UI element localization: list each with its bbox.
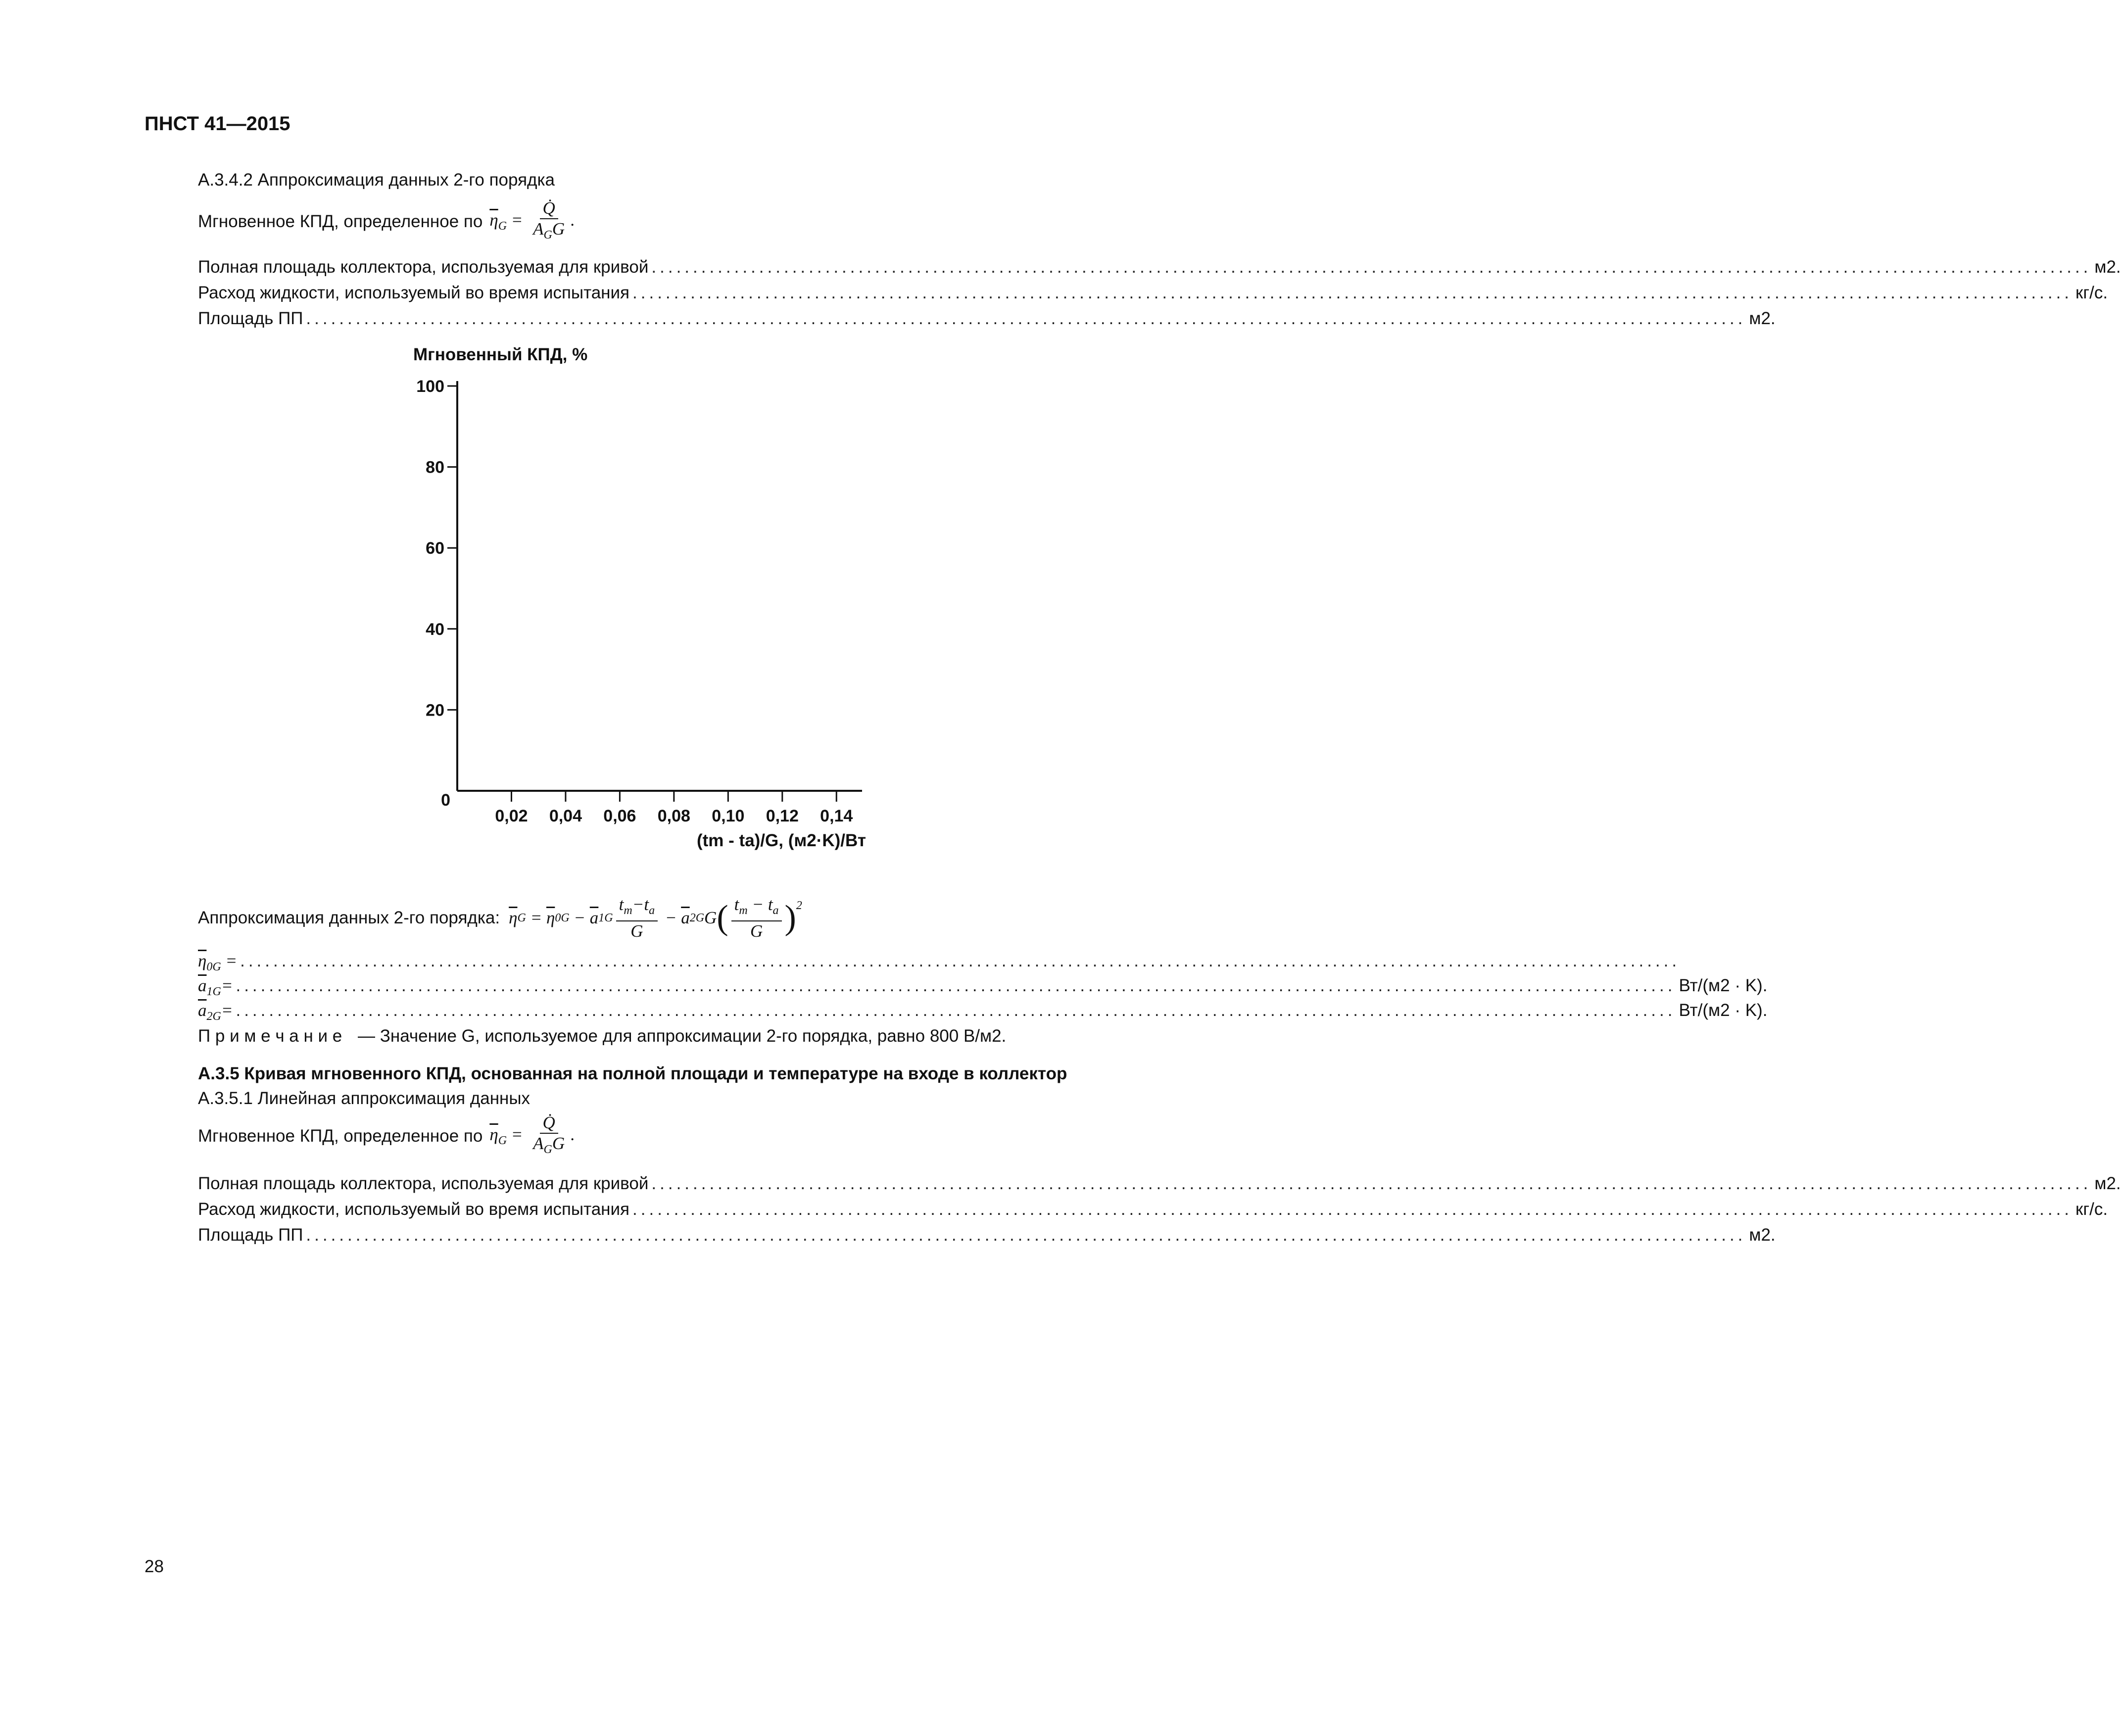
leader-label: Площадь ПП [198,1225,303,1245]
efficiency-definition-a342 [198,198,575,245]
coef-eta0-line [198,950,1681,978]
x-tick-label: 0,06 [603,807,636,825]
x-tick-label: 0,10 [712,807,745,825]
efficiency-label: Мгновенное КПД, определенное по [198,1126,483,1146]
dot-leader: .............................................................................................................................................................................. [240,951,1681,970]
dot-leader: .............................................................................................................................................................................. [306,309,1746,328]
coef-a1-line [198,975,1768,1003]
leader-unit: м2. [2094,257,2121,277]
leader-unit: м2. [1749,309,1776,328]
y-tick-label: 0 [441,791,450,810]
coef-a2-symbol: $\overline{a}_{2G}=$ [198,1001,233,1023]
leader-line-collector-area [198,256,2121,278]
leader-unit: м2. [1749,1225,1776,1245]
dot-leader: .............................................................................................................................................................................. [651,1174,2092,1193]
x-tick-label: 0,12 [766,807,799,825]
y-tick-label: 60 [426,539,444,558]
leader-line-collector-area-2 [198,1173,2121,1195]
x-tick-label: 0,08 [657,807,690,825]
approximation-formula: $\overline{\eta}$ G = $\overline{\eta}$ 0G − $\overline{a}$ 1G $\frac{t_m-t_a}{G}$ − $\overline{a}$ 2G G ( $\frac{t_m - t_a}{G}$ ) $^2$ [509,895,802,941]
leader-unit: м2. [2094,1174,2121,1193]
x-tick-label: 0,14 [820,807,853,825]
x-tick-label: 0,02 [495,807,528,825]
efficiency-label: Мгновенное КПД, определенное по [198,212,483,231]
dot-leader: .............................................................................................................................................................................. [632,1200,2073,1219]
dot-leader: .............................................................................................................................................................................. [632,283,2073,302]
efficiency-definition-a351 [198,1112,575,1160]
leader-label: Расход жидкости, используемый во время испытания [198,283,630,302]
section-title-a35: А.3.5 Кривая мгновенного КПД, основанная на полной площади и температуре на входе в коллектор [198,1064,1067,1083]
y-tick-label: 100 [416,377,444,396]
leader-line-pp-area-2 [198,1224,1776,1246]
leader-line-pp-area [198,308,1776,330]
note-text: — Значение G, используемое для аппроксимации 2-го порядка, равно 800 В/м2. [358,1026,1007,1046]
efficiency-formula: $\overline{\eta}_G$ = $\frac{Q̇}{A_GG}$ . [489,1113,575,1156]
efficiency-formula: $\overline{\eta}_G$ = $\frac{Q̇}{A_GG}$ . [489,198,575,241]
leader-label: Площадь ПП [198,309,303,328]
leader-label: Полная площадь коллектора, используемая для кривой [198,1174,649,1193]
section-title-a342: А.3.4.2 Аппроксимация данных 2-го порядка [198,170,555,190]
x-tick-label: 0,04 [549,807,582,825]
leader-label: Полная площадь коллектора, используемая для кривой [198,257,649,277]
leader-line-fluid-flow [198,282,2108,304]
dot-leader: .............................................................................................................................................................................. [651,257,2092,277]
leader-unit: кг/с. [2075,1200,2108,1219]
leader-label: Расход жидкости, используемый во время испытания [198,1200,630,1219]
document-id: ПНСТ 41—2015 [145,113,290,135]
note-prefix: П р и м е ч а н и е [198,1026,342,1046]
note [198,1025,1006,1047]
dot-leader: .............................................................................................................................................................................. [306,1225,1746,1245]
coef-unit: Вт/(м2 · K). [1679,976,1768,995]
coef-a1-symbol: $\overline{a}_{1G}=$ [198,976,233,998]
approximation-formula-row [198,891,802,945]
dot-leader: .............................................................................................................................................................................. [236,976,1676,995]
y-tick-label: 80 [426,458,444,477]
leader-line-fluid-flow-2 [198,1199,2108,1220]
efficiency-chart [386,341,901,866]
y-tick-label: 20 [426,701,444,720]
coef-eta0-symbol: $\overline{\eta}_{0G}$ = [198,951,238,973]
coef-a2-line [198,1000,1768,1027]
subsection-title-a351: А.3.5.1 Линейная аппроксимация данных [198,1089,530,1108]
y-axis-label: Мгновенный КПД, % [413,345,588,364]
leader-unit: кг/с. [2075,283,2108,302]
approximation-label: Аппроксимация данных 2-го порядка: [198,908,500,927]
dot-leader: .............................................................................................................................................................................. [236,1001,1676,1020]
y-tick-label: 40 [426,620,444,639]
coef-unit: Вт/(м2 · K). [1679,1001,1768,1020]
page-number: 28 [145,1557,164,1576]
x-axis-label: (tm - ta)/G, (м2·K)/Вт [697,831,866,850]
